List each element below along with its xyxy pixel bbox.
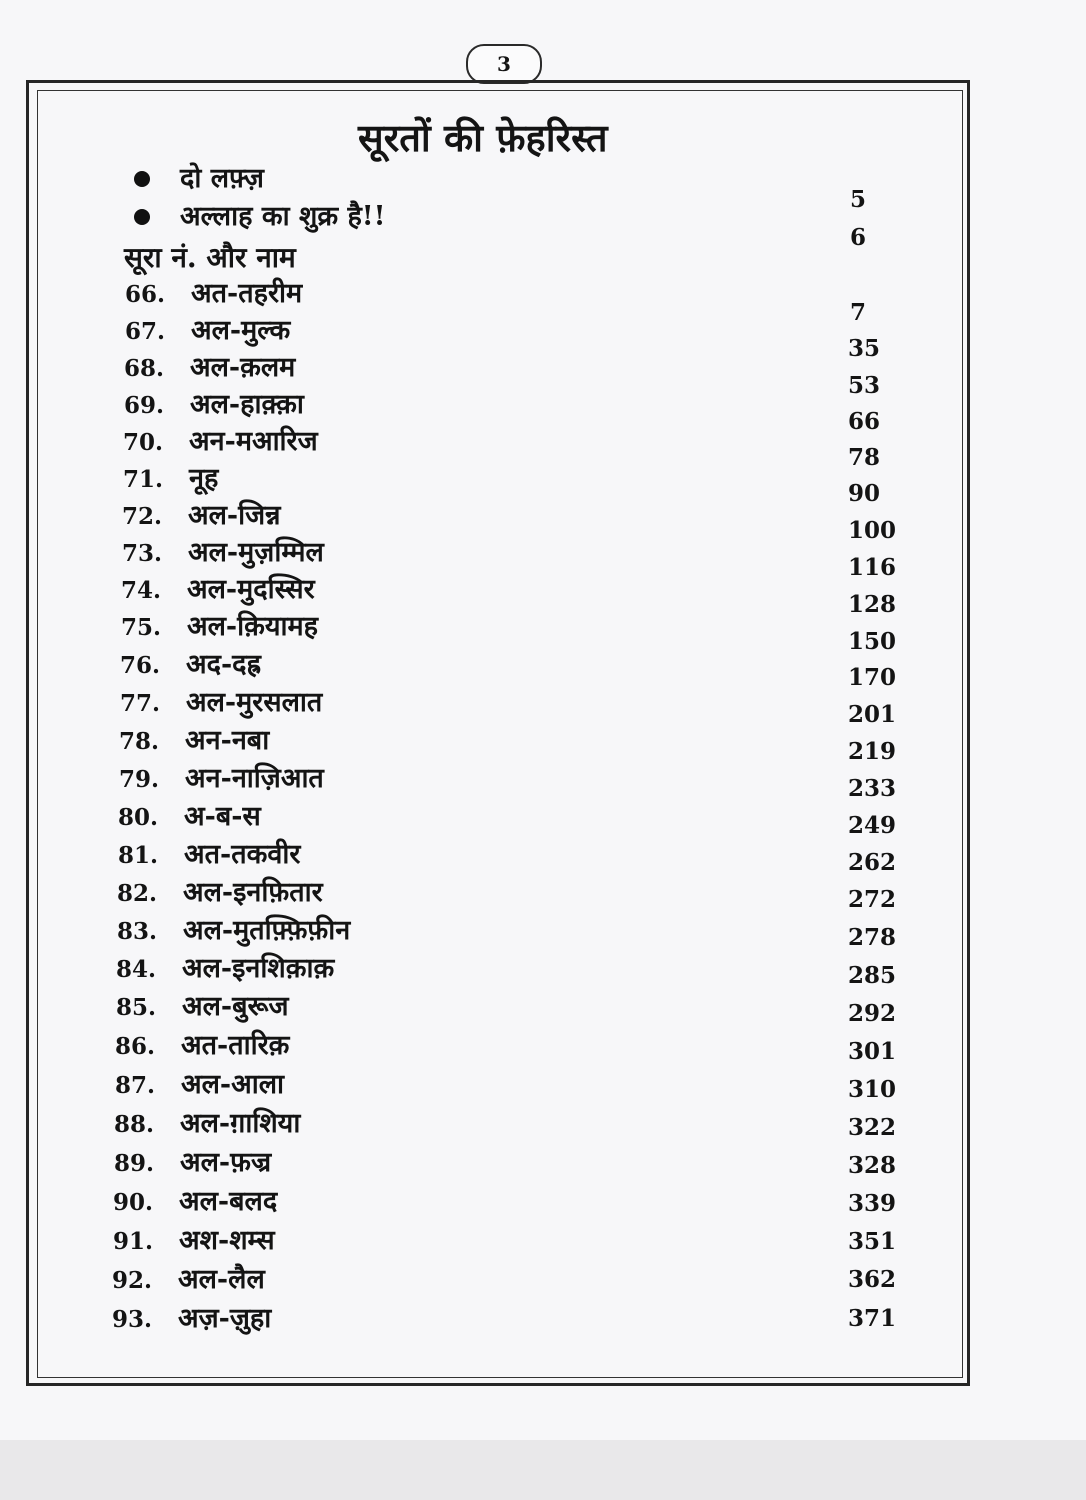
- section-label: सूरा नं. और नाम: [124, 241, 296, 274]
- toc-page-ref: 272: [847, 886, 896, 913]
- bullet-icon: [134, 171, 150, 187]
- page-title: सूरतों की फ़ेहरिस्त: [358, 115, 608, 160]
- toc-entry[interactable]: [121, 609, 318, 645]
- toc-entry-number: 85.: [116, 994, 157, 1021]
- toc-entry-number: 75.: [121, 614, 162, 641]
- toc-entry[interactable]: [119, 761, 324, 797]
- toc-entry[interactable]: [123, 461, 218, 497]
- toc-entry-name: अल-मुतफ़्फ़िफ़ीन: [183, 915, 351, 946]
- toc-entry-number: 79.: [119, 766, 160, 793]
- toc-page-ref: 100: [847, 517, 896, 544]
- toc-entry-name: अल-हाक़्क़ा: [190, 389, 304, 420]
- toc-entry-number: 73.: [122, 540, 163, 567]
- toc-entry-name: अत-तकवीर: [184, 839, 301, 870]
- toc-entry-number: 80.: [118, 804, 159, 831]
- toc-page-ref: 339: [847, 1190, 896, 1217]
- toc-page-ref: 66: [847, 408, 880, 435]
- toc-entry-name: अद-दह्र: [186, 649, 261, 680]
- toc-entry-name: नूह: [189, 463, 219, 494]
- toc-page-ref: 362: [847, 1266, 896, 1293]
- toc-entry-number: 87.: [115, 1072, 156, 1099]
- toc-page-ref: 351: [847, 1228, 896, 1255]
- page-number: 3: [466, 44, 542, 84]
- toc-entry-number: 66.: [125, 281, 166, 308]
- toc-entry-number: 74.: [121, 577, 162, 604]
- toc-entry[interactable]: [118, 799, 261, 835]
- toc-entry-number: 70.: [123, 429, 164, 456]
- toc-entry-name: अन-नबा: [185, 725, 270, 756]
- toc-entry[interactable]: [124, 387, 304, 423]
- toc-entry[interactable]: [122, 498, 281, 534]
- toc-page-ref: 292: [847, 1000, 896, 1027]
- toc-page-ref: 328: [847, 1152, 896, 1179]
- toc-entry-number: 88.: [114, 1111, 155, 1138]
- toc-entry-number: 67.: [125, 318, 166, 345]
- toc-entry[interactable]: [114, 1106, 300, 1142]
- toc-entry[interactable]: [115, 1028, 289, 1064]
- toc-page-ref: 278: [847, 924, 896, 951]
- toc-entry-name: अल-मुज़म्मिल: [188, 537, 324, 568]
- toc-page-ref: 371: [847, 1305, 896, 1332]
- toc-page-ref: 170: [847, 664, 896, 691]
- toc-page-ref: 78: [847, 444, 880, 471]
- toc-page-ref: 219: [847, 738, 896, 765]
- toc-entry[interactable]: [122, 535, 324, 571]
- toc-entry-name: अश-शम्स: [179, 1225, 275, 1256]
- intro-item[interactable]: [180, 160, 264, 198]
- toc-entry-number: 68.: [124, 355, 165, 382]
- bullet-icon: [134, 209, 150, 225]
- toc-page-ref: 301: [847, 1038, 896, 1065]
- toc-entry-name: अल-फ़ज्र: [180, 1147, 272, 1178]
- toc-entry-name: अल-मुरसलात: [186, 687, 323, 718]
- toc-entry-name: अल-मुल्क: [191, 315, 291, 346]
- toc-entry-number: 91.: [113, 1228, 154, 1255]
- toc-entry[interactable]: [125, 313, 290, 349]
- toc-entry[interactable]: [121, 572, 315, 608]
- toc-entry[interactable]: [114, 1145, 271, 1181]
- toc-entry-number: 81.: [118, 842, 159, 869]
- toc-entry-name: अल-बलद: [179, 1186, 278, 1217]
- toc-entry-name: अल-मुदस्सिर: [187, 574, 315, 605]
- toc-entry-name: अल-क़लम: [190, 352, 296, 383]
- toc-page-ref: 201: [847, 701, 896, 728]
- toc-entry[interactable]: [113, 1223, 275, 1259]
- toc-entry-number: 78.: [119, 728, 160, 755]
- toc-entry[interactable]: [112, 1262, 265, 1298]
- toc-page-ref: 262: [847, 849, 896, 876]
- toc-entry[interactable]: [119, 723, 269, 759]
- toc-entry[interactable]: [115, 1067, 284, 1103]
- toc-entry[interactable]: [120, 685, 322, 721]
- toc-page-ref: 249: [847, 812, 896, 839]
- toc-entry-name: अल-ग़ाशिया: [180, 1108, 301, 1139]
- toc-entry-name: अल-आला: [181, 1069, 285, 1100]
- toc-entry-number: 90.: [113, 1189, 154, 1216]
- toc-entry-number: 82.: [117, 880, 158, 907]
- toc-entry[interactable]: [123, 424, 318, 460]
- toc-page-ref: 285: [847, 962, 896, 989]
- toc-page-ref: 7: [849, 299, 866, 326]
- toc-entry-number: 77.: [120, 690, 161, 717]
- toc-page-ref: 233: [847, 775, 896, 802]
- toc-page-ref: 116: [847, 554, 896, 581]
- toc-entry-number: 76.: [120, 652, 161, 679]
- toc-entry-number: 86.: [115, 1033, 156, 1060]
- toc-entry-name: अन-मआरिज: [189, 426, 318, 457]
- toc-entry[interactable]: [117, 913, 350, 949]
- toc-entry-name: अ-ब-स: [184, 801, 261, 832]
- toc-page-ref: 35: [847, 335, 880, 362]
- toc-entry-name: अल-इनशिक़ाक़: [182, 953, 335, 984]
- toc-entry[interactable]: [125, 276, 302, 312]
- toc-page-ref: 53: [847, 372, 880, 399]
- intro-item-label: दो लफ़्ज़: [180, 163, 264, 194]
- toc-entry[interactable]: [117, 875, 323, 911]
- toc-entry-name: अन-नाज़िआत: [185, 763, 324, 794]
- toc-page-ref: 128: [847, 591, 896, 618]
- toc-entry-number: 71.: [123, 466, 164, 493]
- intro-item[interactable]: [180, 198, 386, 236]
- intro-item-label: अल्लाह का शुक्र है!!: [180, 201, 386, 232]
- toc-entry[interactable]: [116, 951, 334, 987]
- toc-page-ref: 310: [847, 1076, 896, 1103]
- toc-entry[interactable]: [116, 989, 289, 1025]
- toc-entry-name: अल-जिन्न: [188, 500, 281, 531]
- toc-entry-number: 84.: [116, 956, 157, 983]
- toc-entry-name: अत-तहरीम: [191, 278, 303, 309]
- toc-entry-name: अल-लैल: [178, 1264, 265, 1295]
- toc-entry-number: 83.: [117, 918, 158, 945]
- toc-entry[interactable]: [120, 647, 261, 683]
- toc-entry-name: अज़-ज़ुहा: [178, 1303, 272, 1334]
- toc-page-ref: 322: [847, 1114, 896, 1141]
- toc-entry-name: अत-तारिक़: [181, 1030, 290, 1061]
- toc-entry-name: अल-इनफ़ितार: [183, 877, 323, 908]
- toc-entry[interactable]: [118, 837, 300, 873]
- toc-entry-number: 89.: [114, 1150, 155, 1177]
- toc-entry-number: 92.: [112, 1267, 153, 1294]
- toc-entry-number: 93.: [112, 1306, 153, 1333]
- toc-entry-name: अल-क़ियामह: [187, 611, 319, 642]
- toc-entry[interactable]: [112, 1301, 271, 1337]
- toc-page-ref: 150: [847, 628, 896, 655]
- intro-page-ref: 5: [849, 186, 866, 213]
- toc-page-ref: 90: [847, 480, 880, 507]
- toc-entry-number: 72.: [122, 503, 163, 530]
- toc-entry[interactable]: [124, 350, 295, 386]
- toc-entry[interactable]: [113, 1184, 277, 1220]
- intro-page-ref: 6: [849, 224, 866, 251]
- toc-entry-name: अल-बुरूज: [182, 991, 289, 1022]
- toc-entry-number: 69.: [124, 392, 165, 419]
